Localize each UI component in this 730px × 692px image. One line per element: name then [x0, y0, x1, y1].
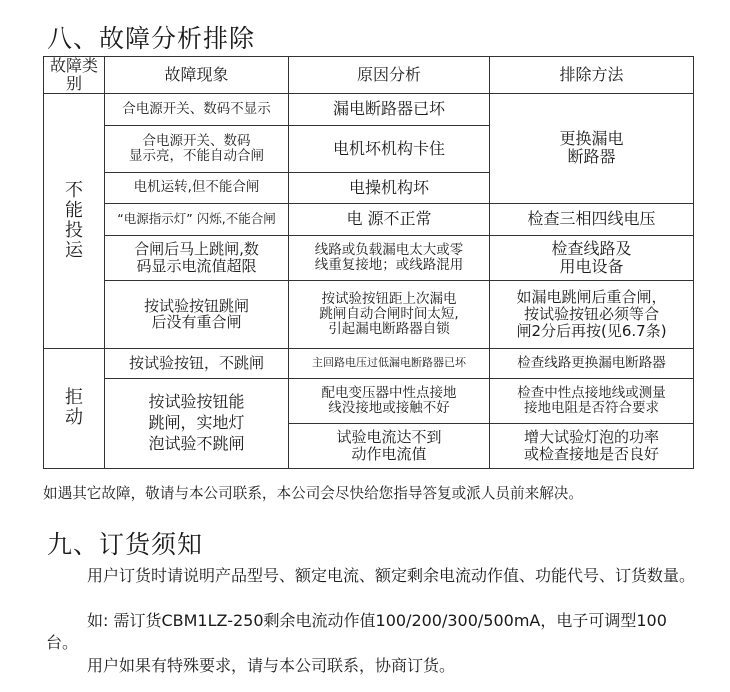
header-remedy: 排除方法	[490, 57, 694, 94]
phenomenon-cell: 按试验按钮能 跳闸，实地灯 泡试验不跳闸	[105, 378, 289, 468]
phenomenon-cell: 合电源开关、数码 显示亮，不能自动合闸	[105, 125, 289, 172]
section-9-title: 九、订货须知	[47, 530, 204, 559]
order-paragraph-1: 用户订货时请说明产品型号、额定电流、额定剩余电流动作值、功能代号、订货数量。	[87, 566, 696, 585]
cause-cell: 电操机构坏	[289, 172, 490, 203]
cause-cell: 电 源不正常	[289, 203, 490, 235]
phenomenon-cell: “电源指示灯” 闪烁,不能合闸	[105, 203, 289, 235]
order-paragraph-3: 用户如果有特殊要求，请与本公司联系，协商订货。	[87, 656, 456, 675]
phenomenon-cell: 合闸后马上跳闸,数 码显示电流值超限	[105, 235, 289, 280]
cause-cell: 漏电断路器已坏	[289, 93, 490, 125]
section-8-title: 八、故障分析排除	[47, 24, 256, 53]
category-label: 不 能 投 运	[65, 179, 83, 261]
cause-cell: 线路或负载漏电太大或零 线重复接地；或线路混用	[289, 235, 490, 280]
category-cannot-operate	[44, 93, 105, 348]
cause-cell: 配电变压器中性点接地 线没接地或接触不好	[289, 378, 490, 423]
order-paragraph-2: 如: 需订货CBM1LZ-250剩余电流动作值100/200/300/500mA，电子可调型100台。	[46, 611, 667, 652]
phenomenon-cell: 按试验按钮跳闸 后没有重合闸	[105, 280, 289, 348]
phenomenon-cell: 合电源开关、数码不显示	[105, 93, 289, 125]
remedy-cell: 更换漏电 断路器	[490, 93, 694, 203]
remedy-cell: 如漏电跳闸后重合闸， 按试验按钮必须等合 闸2分后再按(见6.7条)	[490, 280, 694, 348]
phenomenon-cell: 电机运转,但不能合闸	[105, 172, 289, 203]
table-row	[44, 280, 694, 348]
header-category: 故障类别	[44, 57, 105, 94]
header-cause: 原因分析	[289, 57, 490, 94]
category-refuse-to-trip	[44, 348, 105, 468]
cause-cell: 试验电流达不到 动作电流值	[289, 423, 490, 468]
remedy-cell: 检查线路更换漏电断路器	[490, 348, 694, 378]
cause-cell: 主回路电压过低漏电断路器已坏	[289, 348, 490, 378]
remedy-cell: 检查三相四线电压	[490, 203, 694, 235]
table-row	[44, 348, 694, 378]
fault-table	[43, 56, 694, 469]
table-row	[44, 203, 694, 235]
phenomenon-cell: 按试验按钮，不跳闸	[105, 348, 289, 378]
table-header-row	[44, 57, 694, 94]
remedy-cell: 增大试验灯泡的功率 或检查接地是否良好	[490, 423, 694, 468]
cause-cell: 按试验按钮距上次漏电 跳闸自动合闸时间太短, 引起漏电断路器自锁	[289, 280, 490, 348]
contact-note: 如遇其它故障，敬请与本公司联系，本公司会尽快给您指导答复或派人员前来解决。	[43, 485, 583, 502]
table-row	[44, 235, 694, 280]
table-row	[44, 378, 694, 423]
remedy-cell: 检查线路及 用电设备	[490, 235, 694, 280]
remedy-cell: 检查中性点接地线或测量 接地电阻是否符合要求	[490, 378, 694, 423]
cause-cell: 电机坏机构卡住	[289, 125, 490, 172]
header-phenomenon: 故障现象	[105, 57, 289, 94]
table-row	[44, 93, 694, 125]
category-label: 拒 动	[65, 387, 83, 429]
